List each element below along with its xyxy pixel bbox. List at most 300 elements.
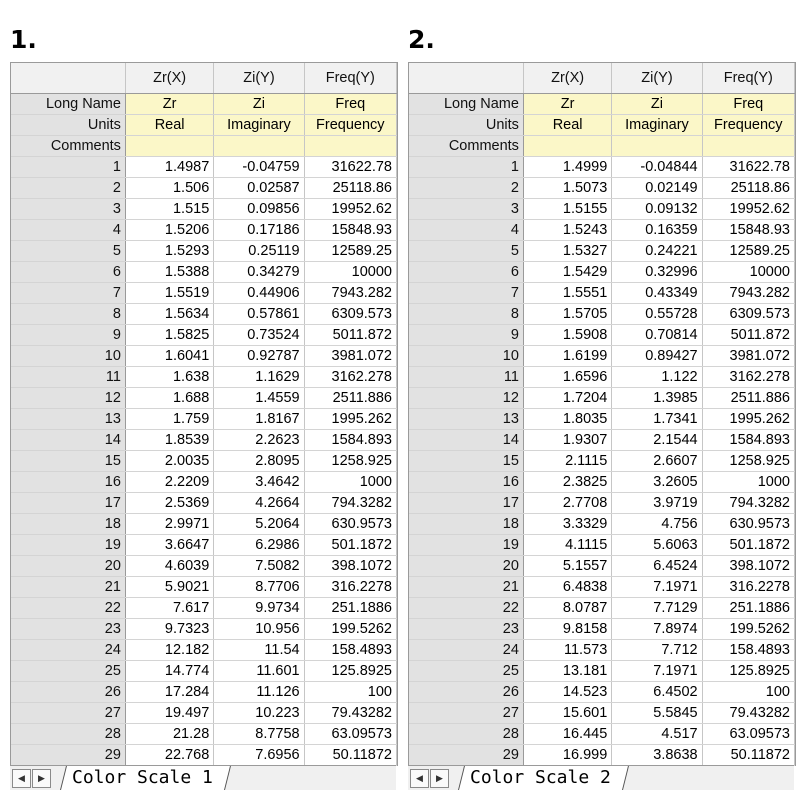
row-number[interactable]: 19 xyxy=(11,535,125,556)
data-cell[interactable]: 3162.278 xyxy=(702,367,794,388)
data-cell[interactable]: 63.09573 xyxy=(702,724,794,745)
meta-cell[interactable]: Freq xyxy=(702,94,794,115)
row-number[interactable]: 13 xyxy=(409,409,523,430)
data-cell[interactable]: 125.8925 xyxy=(702,661,794,682)
data-cell[interactable]: 31622.78 xyxy=(702,157,794,178)
row-number[interactable]: 20 xyxy=(409,556,523,577)
data-cell[interactable]: 2.1115 xyxy=(523,451,611,472)
row-number[interactable]: 10 xyxy=(409,346,523,367)
data-cell[interactable]: 12589.25 xyxy=(702,241,794,262)
table-row xyxy=(409,451,795,472)
table-row xyxy=(11,367,397,388)
row-number[interactable]: 12 xyxy=(11,388,125,409)
meta-cell[interactable] xyxy=(125,136,213,157)
table-row xyxy=(409,472,795,493)
data-cell[interactable]: 8.0787 xyxy=(523,598,611,619)
data-cell[interactable]: 1.8167 xyxy=(214,409,304,430)
data-cell[interactable]: 0.44906 xyxy=(214,283,304,304)
data-cell[interactable]: -0.04844 xyxy=(612,157,702,178)
data-cell[interactable]: 1000 xyxy=(304,472,396,493)
data-cell[interactable]: 2.3825 xyxy=(523,472,611,493)
meta-cell[interactable]: Real xyxy=(125,115,213,136)
table-row xyxy=(409,661,795,682)
data-cell[interactable]: 15848.93 xyxy=(702,220,794,241)
data-cell[interactable]: 0.73524 xyxy=(214,325,304,346)
data-cell[interactable]: 1.759 xyxy=(125,409,213,430)
row-number[interactable]: 24 xyxy=(11,640,125,661)
data-cell[interactable]: 1.5155 xyxy=(523,199,611,220)
data-cell[interactable]: 7.7129 xyxy=(612,598,702,619)
data-cell[interactable]: 2.0035 xyxy=(125,451,213,472)
data-cell[interactable]: 0.43349 xyxy=(612,283,702,304)
data-cell[interactable]: 25118.86 xyxy=(304,178,396,199)
row-number[interactable]: 22 xyxy=(11,598,125,619)
worksheet-grid[interactable] xyxy=(408,62,796,766)
data-cell[interactable]: 398.1072 xyxy=(702,556,794,577)
data-cell[interactable]: 1.5908 xyxy=(523,325,611,346)
data-cell[interactable]: 25118.86 xyxy=(702,178,794,199)
table-row xyxy=(11,325,397,346)
data-cell[interactable]: 1.3985 xyxy=(612,388,702,409)
row-number[interactable]: 27 xyxy=(11,703,125,724)
data-cell[interactable]: 7.8974 xyxy=(612,619,702,640)
data-cell[interactable]: 501.1872 xyxy=(702,535,794,556)
data-cell[interactable]: 50.11872 xyxy=(702,745,794,766)
data-cell[interactable]: 158.4893 xyxy=(304,640,396,661)
data-cell[interactable]: 1995.262 xyxy=(702,409,794,430)
data-cell[interactable]: 3.8638 xyxy=(612,745,702,766)
data-cell[interactable]: 9.7323 xyxy=(125,619,213,640)
data-cell[interactable]: 1.5073 xyxy=(523,178,611,199)
data-cell[interactable]: 6.4502 xyxy=(612,682,702,703)
row-number[interactable]: 23 xyxy=(11,619,125,640)
data-cell[interactable]: 0.25119 xyxy=(214,241,304,262)
meta-cell[interactable] xyxy=(523,136,611,157)
data-cell[interactable]: 7.617 xyxy=(125,598,213,619)
meta-cell[interactable]: Zi xyxy=(612,94,702,115)
data-cell[interactable]: 5.9021 xyxy=(125,577,213,598)
data-cell[interactable]: 1.5327 xyxy=(523,241,611,262)
meta-row-label[interactable]: Comments xyxy=(11,136,125,157)
meta-cell[interactable]: Frequency xyxy=(702,115,794,136)
row-number[interactable]: 18 xyxy=(409,514,523,535)
data-cell[interactable]: 251.1886 xyxy=(702,598,794,619)
sheet-tab[interactable] xyxy=(458,766,629,790)
sheet-tab[interactable] xyxy=(60,766,231,790)
data-cell[interactable]: 16.445 xyxy=(523,724,611,745)
data-cell[interactable]: 21.28 xyxy=(125,724,213,745)
row-number[interactable]: 15 xyxy=(11,451,125,472)
data-cell[interactable]: 19952.62 xyxy=(304,199,396,220)
data-cell[interactable]: 1.6199 xyxy=(523,346,611,367)
data-cell[interactable]: 14.774 xyxy=(125,661,213,682)
row-number[interactable]: 29 xyxy=(409,745,523,766)
table-row xyxy=(409,199,795,220)
data-cell[interactable]: 7943.282 xyxy=(702,283,794,304)
data-cell[interactable]: 7.1971 xyxy=(612,577,702,598)
data-cell[interactable]: 1584.893 xyxy=(304,430,396,451)
data-cell[interactable]: 15848.93 xyxy=(304,220,396,241)
corner-cell[interactable] xyxy=(409,63,523,94)
data-cell[interactable]: 0.89427 xyxy=(612,346,702,367)
row-number[interactable]: 6 xyxy=(409,262,523,283)
data-cell[interactable]: 2.9971 xyxy=(125,514,213,535)
row-number[interactable]: 2 xyxy=(409,178,523,199)
data-cell[interactable]: 1.688 xyxy=(125,388,213,409)
data-cell[interactable]: 251.1886 xyxy=(304,598,396,619)
data-cell[interactable]: 2.2209 xyxy=(125,472,213,493)
table-row xyxy=(409,535,795,556)
meta-row-label[interactable]: Units xyxy=(11,115,125,136)
data-cell[interactable]: 501.1872 xyxy=(304,535,396,556)
data-cell[interactable]: 2.7708 xyxy=(523,493,611,514)
data-cell[interactable]: 5.2064 xyxy=(214,514,304,535)
meta-cell[interactable] xyxy=(612,136,702,157)
data-cell[interactable]: 12589.25 xyxy=(304,241,396,262)
data-cell[interactable]: 13.181 xyxy=(523,661,611,682)
row-number[interactable]: 15 xyxy=(409,451,523,472)
data-cell[interactable]: 316.2278 xyxy=(304,577,396,598)
data-cell[interactable]: 3.9719 xyxy=(612,493,702,514)
data-cell[interactable]: 0.57861 xyxy=(214,304,304,325)
column-header[interactable]: Freq(Y) xyxy=(702,63,794,94)
row-number[interactable]: 6 xyxy=(11,262,125,283)
column-header-row xyxy=(11,63,397,94)
data-cell[interactable]: 7.712 xyxy=(612,640,702,661)
data-cell[interactable]: 2511.886 xyxy=(304,388,396,409)
data-cell[interactable]: 1.5388 xyxy=(125,262,213,283)
row-number[interactable]: 2 xyxy=(11,178,125,199)
data-cell[interactable]: 0.09856 xyxy=(214,199,304,220)
meta-row xyxy=(11,115,397,136)
row-number[interactable]: 14 xyxy=(11,430,125,451)
row-number[interactable]: 7 xyxy=(11,283,125,304)
corner-cell[interactable] xyxy=(11,63,125,94)
data-cell[interactable]: 6.4838 xyxy=(523,577,611,598)
table-row xyxy=(11,409,397,430)
data-cell[interactable]: 1.7341 xyxy=(612,409,702,430)
data-cell[interactable]: 11.601 xyxy=(214,661,304,682)
column-header[interactable]: Zi(Y) xyxy=(612,63,702,94)
data-cell[interactable]: 100 xyxy=(304,682,396,703)
row-number[interactable]: 22 xyxy=(409,598,523,619)
row-number[interactable]: 21 xyxy=(409,577,523,598)
meta-cell[interactable]: Real xyxy=(523,115,611,136)
data-cell[interactable]: 1.4999 xyxy=(523,157,611,178)
row-number[interactable]: 3 xyxy=(11,199,125,220)
data-cell[interactable]: 3.2605 xyxy=(612,472,702,493)
data-cell[interactable]: 1.8539 xyxy=(125,430,213,451)
table-row xyxy=(11,598,397,619)
data-cell[interactable]: 125.8925 xyxy=(304,661,396,682)
data-cell[interactable]: 11.54 xyxy=(214,640,304,661)
meta-cell[interactable]: Zr xyxy=(523,94,611,115)
row-number[interactable]: 19 xyxy=(409,535,523,556)
data-cell[interactable]: 1.5519 xyxy=(125,283,213,304)
meta-cell[interactable]: Freq xyxy=(304,94,396,115)
data-cell[interactable]: 630.9573 xyxy=(702,514,794,535)
data-cell[interactable]: 8.7758 xyxy=(214,724,304,745)
row-number[interactable]: 9 xyxy=(409,325,523,346)
table-row xyxy=(11,577,397,598)
meta-cell[interactable]: Frequency xyxy=(304,115,396,136)
column-header[interactable]: Zr(X) xyxy=(125,63,213,94)
data-cell[interactable]: 1.5825 xyxy=(125,325,213,346)
row-number[interactable]: 21 xyxy=(11,577,125,598)
data-cell[interactable]: 794.3282 xyxy=(702,493,794,514)
data-cell[interactable]: 14.523 xyxy=(523,682,611,703)
table-row xyxy=(11,451,397,472)
data-cell[interactable]: 2511.886 xyxy=(702,388,794,409)
row-number[interactable]: 16 xyxy=(11,472,125,493)
data-cell[interactable]: 1.506 xyxy=(125,178,213,199)
data-cell[interactable]: 3.4642 xyxy=(214,472,304,493)
meta-cell[interactable]: Zr xyxy=(125,94,213,115)
row-number[interactable]: 14 xyxy=(409,430,523,451)
data-cell[interactable]: 0.17186 xyxy=(214,220,304,241)
data-cell[interactable]: 19952.62 xyxy=(702,199,794,220)
data-cell[interactable]: 16.999 xyxy=(523,745,611,766)
data-cell[interactable]: 0.92787 xyxy=(214,346,304,367)
row-number[interactable]: 11 xyxy=(409,367,523,388)
data-cell[interactable]: 1.4559 xyxy=(214,388,304,409)
data-cell[interactable]: 4.2664 xyxy=(214,493,304,514)
data-cell[interactable]: 158.4893 xyxy=(702,640,794,661)
data-cell[interactable]: 5011.872 xyxy=(702,325,794,346)
data-cell[interactable]: 1.5551 xyxy=(523,283,611,304)
meta-row-label[interactable]: Long Name xyxy=(11,94,125,115)
row-number[interactable]: 28 xyxy=(11,724,125,745)
data-cell[interactable]: 1995.262 xyxy=(304,409,396,430)
worksheet-panel-2 xyxy=(406,0,794,800)
data-cell[interactable]: 794.3282 xyxy=(304,493,396,514)
data-cell[interactable]: 1.9307 xyxy=(523,430,611,451)
meta-row xyxy=(409,94,795,115)
row-number[interactable]: 28 xyxy=(409,724,523,745)
data-cell[interactable]: 4.517 xyxy=(612,724,702,745)
column-header[interactable]: Zr(X) xyxy=(523,63,611,94)
row-number[interactable]: 5 xyxy=(409,241,523,262)
sheet-tab-label: Color Scale 2 xyxy=(469,767,611,788)
data-cell[interactable]: 0.55728 xyxy=(612,304,702,325)
row-number[interactable]: 8 xyxy=(11,304,125,325)
data-cell[interactable]: 199.5262 xyxy=(702,619,794,640)
worksheet-grid[interactable] xyxy=(10,62,398,766)
data-cell[interactable]: 79.43282 xyxy=(702,703,794,724)
meta-row-label[interactable]: Long Name xyxy=(409,94,523,115)
data-cell[interactable]: 11.126 xyxy=(214,682,304,703)
row-number[interactable]: 27 xyxy=(409,703,523,724)
table-row xyxy=(409,325,795,346)
data-cell[interactable]: 10.223 xyxy=(214,703,304,724)
column-header[interactable]: Zi(Y) xyxy=(214,63,304,94)
data-cell[interactable]: 1584.893 xyxy=(702,430,794,451)
data-cell[interactable]: 1.122 xyxy=(612,367,702,388)
row-number[interactable]: 4 xyxy=(409,220,523,241)
table-row xyxy=(11,304,397,325)
row-number[interactable]: 13 xyxy=(11,409,125,430)
data-cell[interactable]: 0.02587 xyxy=(214,178,304,199)
triangle-right-icon[interactable]: ▶ xyxy=(32,769,51,788)
row-number[interactable]: 23 xyxy=(409,619,523,640)
row-number[interactable]: 29 xyxy=(11,745,125,766)
data-cell[interactable]: 1.515 xyxy=(125,199,213,220)
data-cell[interactable]: 1.6596 xyxy=(523,367,611,388)
meta-cell[interactable] xyxy=(304,136,396,157)
data-cell[interactable]: 3981.072 xyxy=(702,346,794,367)
data-cell[interactable]: 1.5705 xyxy=(523,304,611,325)
meta-cell[interactable] xyxy=(702,136,794,157)
row-number[interactable]: 1 xyxy=(11,157,125,178)
table-row xyxy=(11,178,397,199)
data-cell[interactable]: 6.2986 xyxy=(214,535,304,556)
data-cell[interactable]: 0.34279 xyxy=(214,262,304,283)
data-cell[interactable]: 22.768 xyxy=(125,745,213,766)
row-number[interactable]: 26 xyxy=(409,682,523,703)
data-cell[interactable]: 398.1072 xyxy=(304,556,396,577)
data-cell[interactable]: 316.2278 xyxy=(702,577,794,598)
data-cell[interactable]: 1258.925 xyxy=(702,451,794,472)
data-cell[interactable]: 0.32996 xyxy=(612,262,702,283)
row-number[interactable]: 12 xyxy=(409,388,523,409)
data-cell[interactable]: 7.6956 xyxy=(214,745,304,766)
panel-label: 1. xyxy=(10,25,37,54)
data-cell[interactable]: 0.02149 xyxy=(612,178,702,199)
row-number[interactable]: 18 xyxy=(11,514,125,535)
data-cell[interactable]: 2.1544 xyxy=(612,430,702,451)
data-cell[interactable]: 8.7706 xyxy=(214,577,304,598)
data-cell[interactable]: 2.8095 xyxy=(214,451,304,472)
data-cell[interactable]: 17.284 xyxy=(125,682,213,703)
meta-row-label[interactable]: Units xyxy=(409,115,523,136)
data-cell[interactable]: 2.2623 xyxy=(214,430,304,451)
triangle-left-icon[interactable]: ◀ xyxy=(12,769,31,788)
data-cell[interactable]: 0.24221 xyxy=(612,241,702,262)
row-number[interactable]: 26 xyxy=(11,682,125,703)
data-cell[interactable]: 1.5243 xyxy=(523,220,611,241)
data-cell[interactable]: 3162.278 xyxy=(304,367,396,388)
data-cell[interactable]: 9.9734 xyxy=(214,598,304,619)
table-row xyxy=(11,661,397,682)
row-number[interactable]: 20 xyxy=(11,556,125,577)
data-cell[interactable]: 0.70814 xyxy=(612,325,702,346)
data-cell[interactable]: 4.756 xyxy=(612,514,702,535)
row-number[interactable]: 25 xyxy=(409,661,523,682)
row-number[interactable]: 5 xyxy=(11,241,125,262)
row-number[interactable]: 1 xyxy=(409,157,523,178)
data-cell[interactable]: 0.16359 xyxy=(612,220,702,241)
row-number[interactable]: 16 xyxy=(409,472,523,493)
data-cell[interactable]: 4.1115 xyxy=(523,535,611,556)
data-cell[interactable]: 10000 xyxy=(702,262,794,283)
data-cell[interactable]: 2.6607 xyxy=(612,451,702,472)
data-cell[interactable]: 79.43282 xyxy=(304,703,396,724)
data-cell[interactable]: 1000 xyxy=(702,472,794,493)
row-number[interactable]: 7 xyxy=(409,283,523,304)
data-cell[interactable]: 63.09573 xyxy=(304,724,396,745)
data-cell[interactable]: 50.11872 xyxy=(304,745,396,766)
data-cell[interactable]: -0.04759 xyxy=(214,157,304,178)
row-number[interactable]: 9 xyxy=(11,325,125,346)
data-cell[interactable]: 31622.78 xyxy=(304,157,396,178)
data-cell[interactable]: 11.573 xyxy=(523,640,611,661)
data-cell[interactable]: 15.601 xyxy=(523,703,611,724)
meta-cell[interactable]: Imaginary xyxy=(612,115,702,136)
data-cell[interactable]: 4.6039 xyxy=(125,556,213,577)
table-row xyxy=(11,640,397,661)
data-cell[interactable]: 5.1557 xyxy=(523,556,611,577)
data-cell[interactable]: 5.5845 xyxy=(612,703,702,724)
data-cell[interactable]: 1.5206 xyxy=(125,220,213,241)
data-cell[interactable]: 1.6041 xyxy=(125,346,213,367)
table-row xyxy=(409,220,795,241)
row-number[interactable]: 11 xyxy=(11,367,125,388)
data-cell[interactable]: 1.1629 xyxy=(214,367,304,388)
row-number[interactable]: 17 xyxy=(11,493,125,514)
row-number[interactable]: 4 xyxy=(11,220,125,241)
data-cell[interactable]: 1.5429 xyxy=(523,262,611,283)
meta-row-label[interactable]: Comments xyxy=(409,136,523,157)
row-number[interactable]: 3 xyxy=(409,199,523,220)
table-row xyxy=(409,241,795,262)
data-cell[interactable]: 3.6647 xyxy=(125,535,213,556)
data-cell[interactable]: 12.182 xyxy=(125,640,213,661)
row-number[interactable]: 24 xyxy=(409,640,523,661)
row-number[interactable]: 17 xyxy=(409,493,523,514)
triangle-right-icon[interactable]: ▶ xyxy=(430,769,449,788)
meta-cell[interactable] xyxy=(214,136,304,157)
data-cell[interactable]: 199.5262 xyxy=(304,619,396,640)
meta-cell[interactable]: Zi xyxy=(214,94,304,115)
table-row xyxy=(409,304,795,325)
data-cell[interactable]: 1.638 xyxy=(125,367,213,388)
column-header[interactable]: Freq(Y) xyxy=(304,63,396,94)
row-number[interactable]: 8 xyxy=(409,304,523,325)
data-cell[interactable]: 19.497 xyxy=(125,703,213,724)
data-cell[interactable]: 9.8158 xyxy=(523,619,611,640)
table-row xyxy=(409,367,795,388)
data-cell[interactable]: 6309.573 xyxy=(702,304,794,325)
data-cell[interactable]: 7.1971 xyxy=(612,661,702,682)
data-cell[interactable]: 5.6063 xyxy=(612,535,702,556)
data-cell[interactable]: 1.7204 xyxy=(523,388,611,409)
data-cell[interactable]: 1258.925 xyxy=(304,451,396,472)
data-cell[interactable]: 3981.072 xyxy=(304,346,396,367)
data-cell[interactable]: 630.9573 xyxy=(304,514,396,535)
row-number[interactable]: 10 xyxy=(11,346,125,367)
data-cell[interactable]: 1.5634 xyxy=(125,304,213,325)
data-cell[interactable]: 5011.872 xyxy=(304,325,396,346)
meta-cell[interactable]: Imaginary xyxy=(214,115,304,136)
data-cell[interactable]: 0.09132 xyxy=(612,199,702,220)
data-cell[interactable]: 7943.282 xyxy=(304,283,396,304)
data-cell[interactable]: 10.956 xyxy=(214,619,304,640)
data-cell[interactable]: 6309.573 xyxy=(304,304,396,325)
triangle-left-icon[interactable]: ◀ xyxy=(410,769,429,788)
data-cell[interactable]: 10000 xyxy=(304,262,396,283)
data-cell[interactable]: 1.8035 xyxy=(523,409,611,430)
data-cell[interactable]: 6.4524 xyxy=(612,556,702,577)
data-cell[interactable]: 100 xyxy=(702,682,794,703)
data-cell[interactable]: 2.5369 xyxy=(125,493,213,514)
row-number[interactable]: 25 xyxy=(11,661,125,682)
data-cell[interactable]: 1.4987 xyxy=(125,157,213,178)
panel-label: 2. xyxy=(408,25,435,54)
data-cell[interactable]: 7.5082 xyxy=(214,556,304,577)
data-cell[interactable]: 3.3329 xyxy=(523,514,611,535)
table-row xyxy=(11,703,397,724)
data-cell[interactable]: 1.5293 xyxy=(125,241,213,262)
